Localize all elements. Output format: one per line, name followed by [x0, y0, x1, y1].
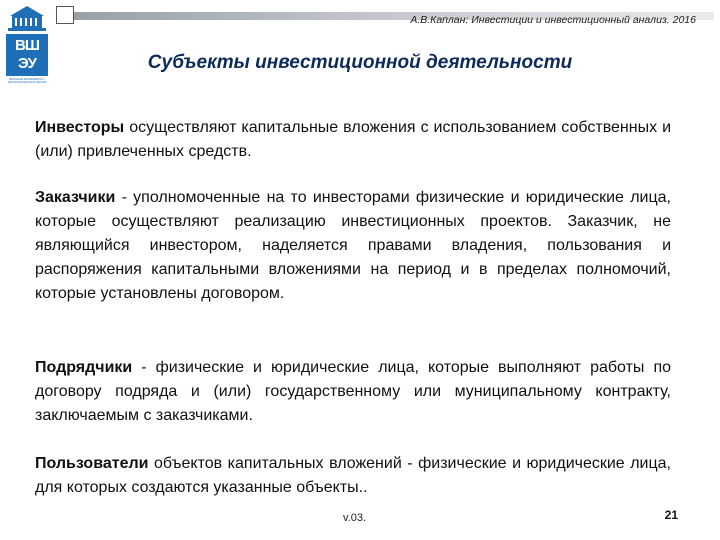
logo-caption: ВЫСШАЯ ИНЖЕНЕРНО-ЭКОНОМИЧЕСКАЯ ШКОЛА — [7, 77, 47, 85]
term-investors: Инвесторы — [35, 119, 125, 136]
term-contractors: Подрядчики — [35, 359, 133, 376]
definition-customers: - уполномоченные на то инвесторами физические и юридические лица, которые осуществляют реализацию инвестиционных проектов. Заказчик, не являющийся инвестором, наделяется правами владения, пользования и распоряжения капитальными вложениями на период и в пределах полномочий, которые установлены договором. — [35, 189, 671, 302]
version-label: v.03. — [343, 512, 367, 524]
slide-title: Субъекты инвестиционной деятельности — [147, 52, 573, 73]
definition-investors: осуществляют капитальные вложения с использованием собственных и (или) привлеченных средств. — [35, 119, 671, 160]
definition-users: объектов капитальных вложений - физические и юридические лица, для которых создаются указанные объекты.. — [35, 455, 671, 496]
definition-contractors: - физические и юридические лица, которые выполняют работы по договору подряда и (или) государственному или муниципальному контракту, заключаемым с заказчиками. — [35, 359, 671, 424]
paragraph-investors — [35, 116, 671, 164]
school-logo — [4, 4, 50, 88]
header-square — [56, 6, 74, 24]
paragraph-users — [35, 452, 671, 500]
paragraph-contractors — [35, 356, 671, 428]
page-number: 21 — [664, 508, 678, 522]
header-citation: А.В.Каплан: Инвестиции и инвестиционный анализ. 2016 — [410, 14, 696, 26]
logo-monogram-top: ВШ — [15, 37, 39, 54]
paragraph-customers — [35, 186, 671, 306]
logo-monogram-bottom: ЭУ — [17, 55, 36, 72]
term-users: Пользователи — [35, 455, 149, 472]
building-icon — [4, 4, 50, 32]
term-customers: Заказчики — [35, 189, 116, 206]
